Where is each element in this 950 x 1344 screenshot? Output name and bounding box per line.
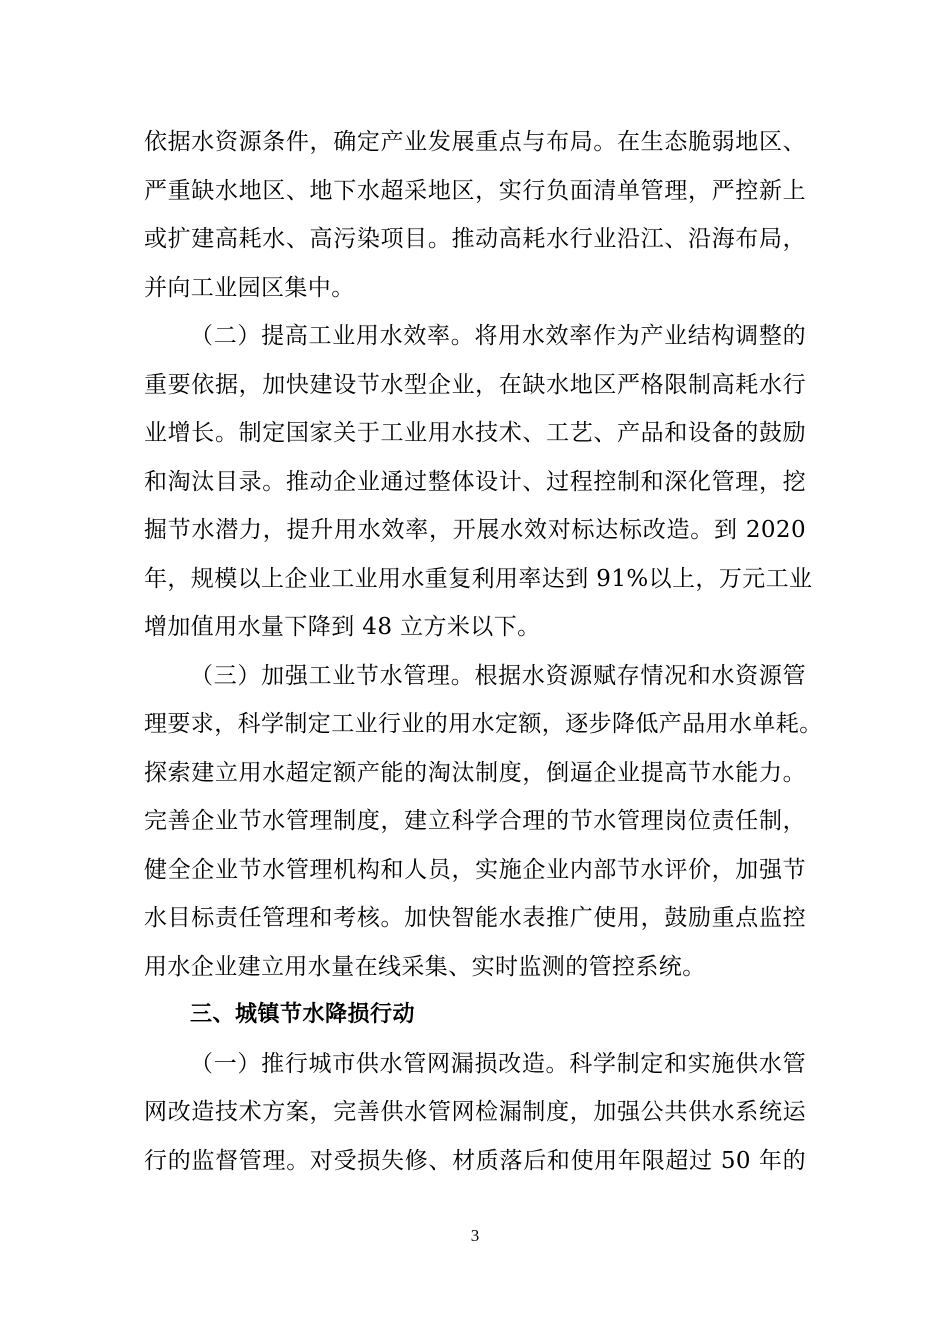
document-body <box>144 118 823 1185</box>
text-line: 或扩建高耗水、高污染项目。推动高耗水行业沿江、沿海布局， <box>144 226 806 252</box>
text-line: 完善企业节水管理制度，建立科学合理的节水管理岗位责任制， <box>144 808 806 834</box>
text-line: 依据水资源条件，确定产业发展重点与布局。在生态脆弱地区、 <box>144 129 806 155</box>
text-line: 网改造技术方案，完善供水管网检漏制度，加强公共供水系统运 <box>144 1099 806 1125</box>
text-line: 水目标责任管理和考核。加快智能水表推广使用，鼓励重点监控 <box>144 905 806 931</box>
text-line: 健全企业节水管理机构和人员，实施企业内部节水评价，加强节 <box>144 856 806 883</box>
text-line: 业增长。制定国家关于工业用水技术、工艺、产品和设备的鼓励 <box>144 420 806 446</box>
text-line: 探索建立用水超定额产能的淘汰制度，倒逼企业提高节水能力。 <box>144 759 806 786</box>
text-line: 掘节水潜力，提升用水效率，开展水效对标达标改造。到 2020 <box>144 517 806 543</box>
text-line: （二）提高工业用水效率。将用水效率作为产业结构调整的 <box>190 323 806 349</box>
paragraph-industrial-water-efficiency <box>144 312 813 652</box>
text-line: 严重缺水地区、地下水超采地区，实行负面清单管理，严控新上 <box>144 177 806 204</box>
text-line: 用水企业建立用水量在线采集、实时监测的管控系统。 <box>144 953 706 980</box>
text-line: 行的监督管理。对受损失修、材质落后和使用年限超过 50 年的 <box>144 1147 806 1174</box>
text-line: （一）推行城市供水管网漏损改造。科学制定和实施供水管 <box>190 1050 806 1077</box>
text-line: 并向工业园区集中。 <box>144 274 355 301</box>
paragraph-pipe-network-leakage <box>144 1040 806 1186</box>
page-number: 3 <box>470 1226 480 1245</box>
text-line: 年，规模以上企业工业用水重复利用率达到 91%以上，万元工业 <box>144 565 813 592</box>
text-line: 和淘汰目录。推动企业通过整体设计、过程控制和深化管理，挖 <box>144 468 806 495</box>
text-line: 重要依据，加快建设节水型企业，在缺水地区严格限制高耗水行 <box>144 371 806 398</box>
text-line: （三）加强工业节水管理。根据水资源赋存情况和水资源管 <box>190 662 806 689</box>
section-heading: 三、城镇节水降损行动 <box>190 1002 416 1027</box>
text-line: 理要求，科学制定工业行业的用水定额，逐步降低产品用水单耗。 <box>144 711 823 737</box>
paragraph-industry-layout <box>144 118 806 312</box>
paragraph-industrial-water-management <box>144 652 823 992</box>
text-line: 增加值用水量下降到 48 立方米以下。 <box>144 614 541 640</box>
